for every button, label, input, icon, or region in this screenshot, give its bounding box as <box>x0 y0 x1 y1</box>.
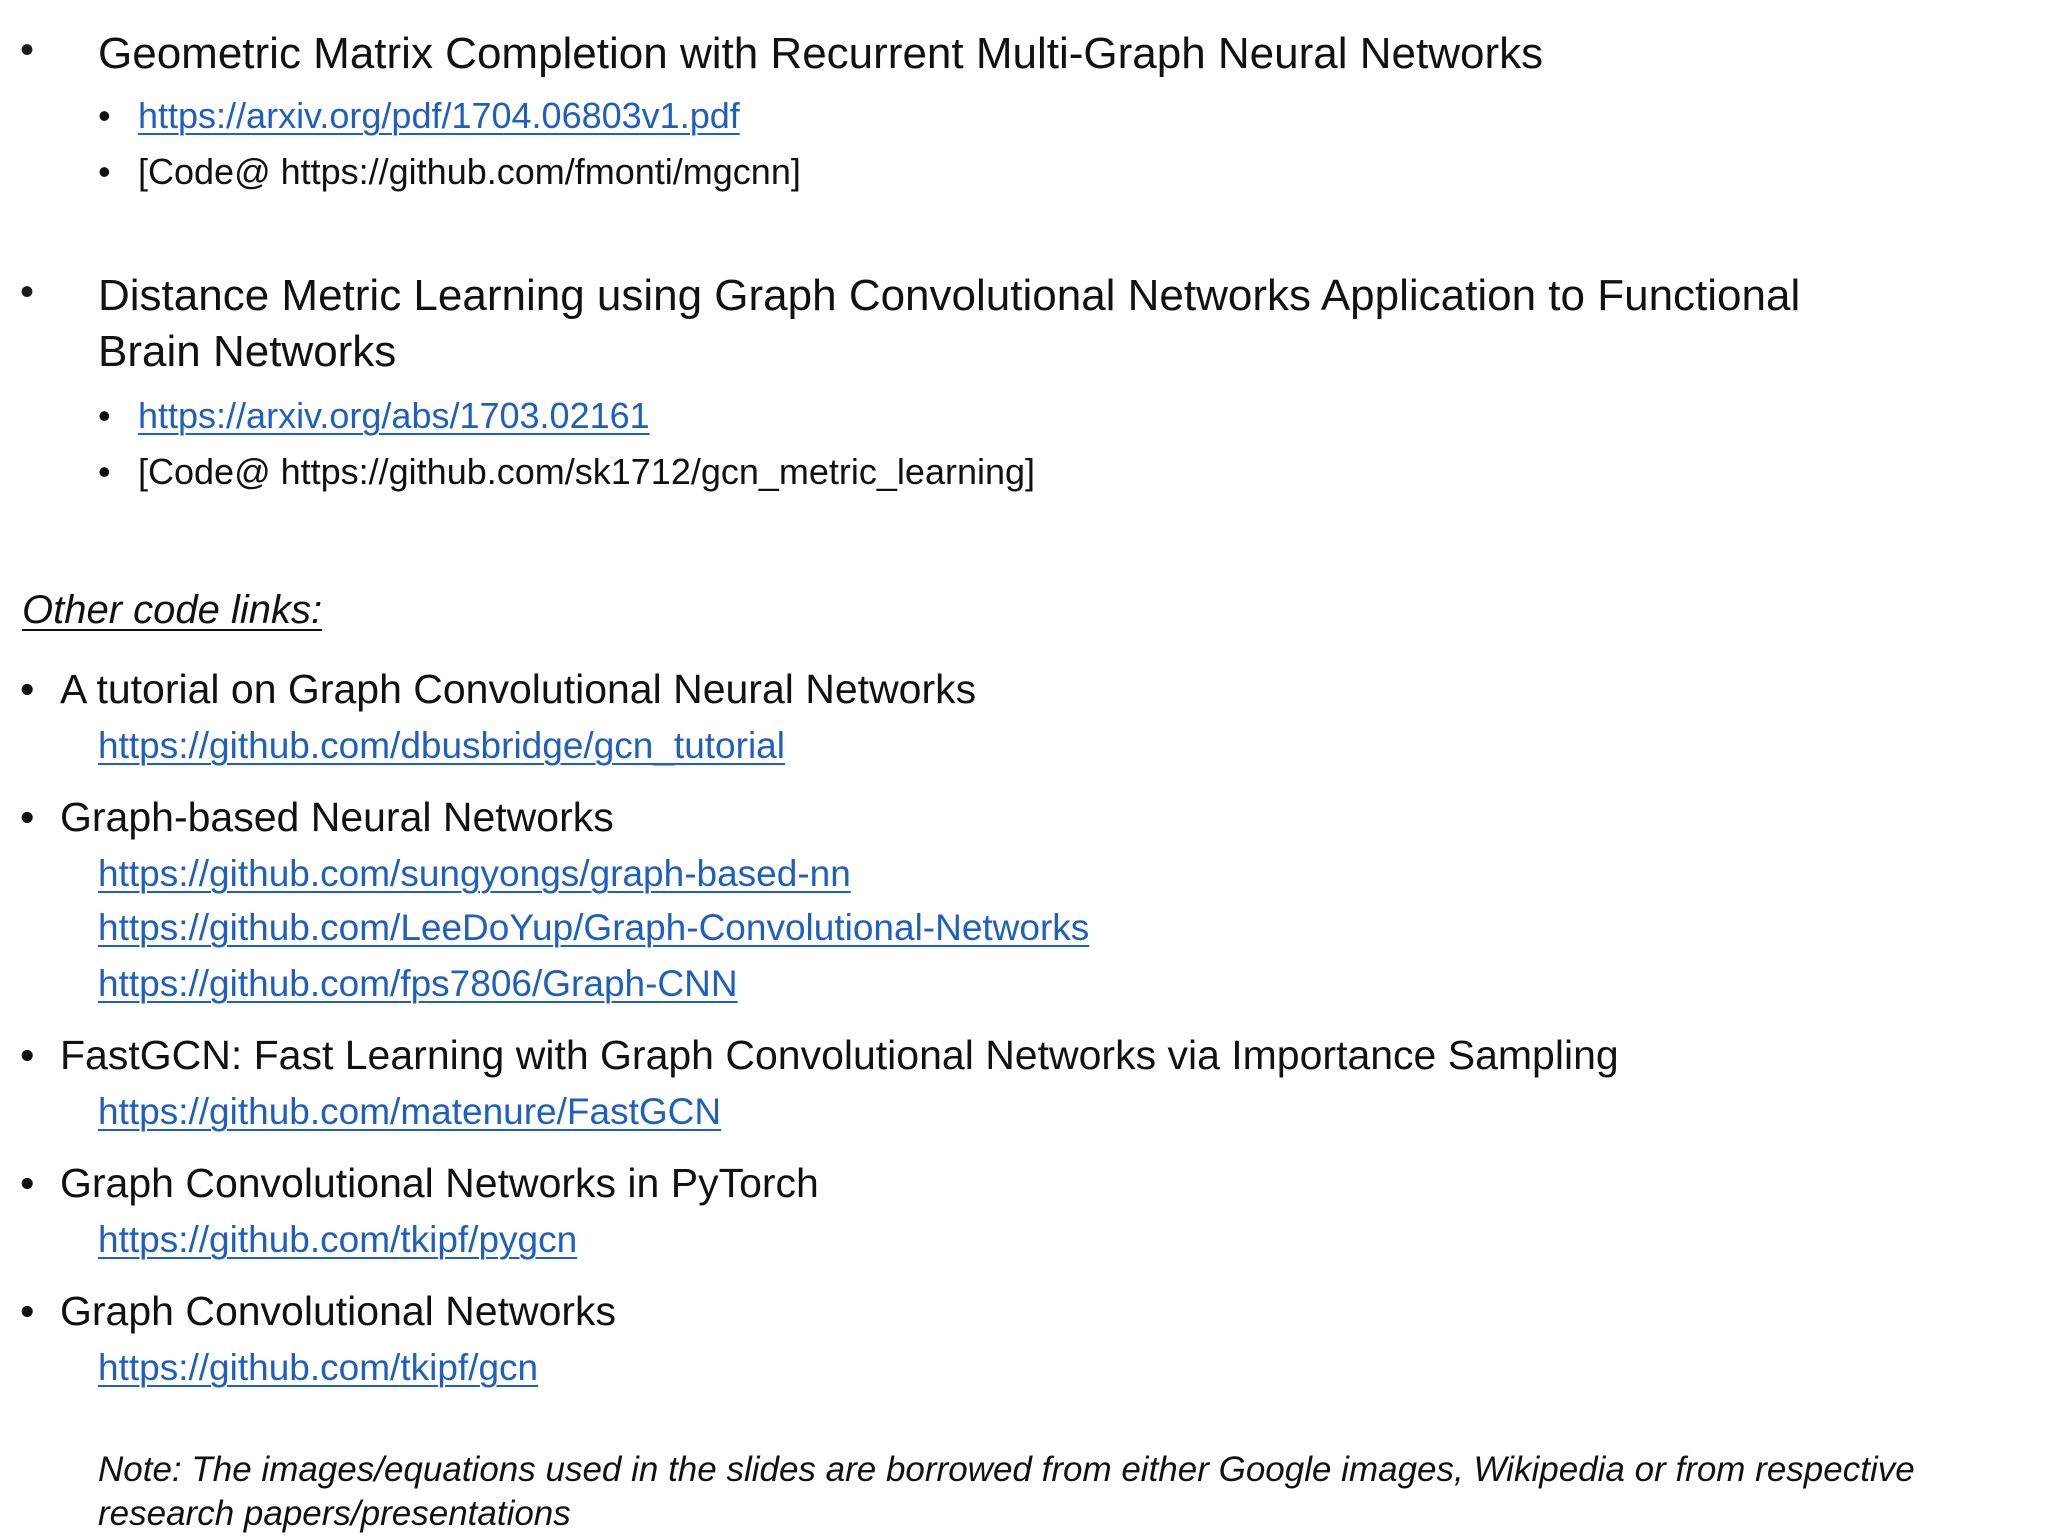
other-item-link[interactable]: https://github.com/matenure/FastGCN <box>98 1091 722 1132</box>
other-code-links-heading: Other code links: <box>22 588 323 632</box>
bullet-dot: • <box>98 395 111 436</box>
bullet-dot: • <box>20 28 35 72</box>
footnote: Note: The images/equations used in the slides are borrowed from either Google images, Wikipedia or from respective research papers/presentations <box>98 1450 1915 1533</box>
bullet-dot: • <box>20 270 35 314</box>
bullet-dot: • <box>98 95 111 136</box>
bullet-dot: • <box>20 794 35 840</box>
paper-2-code: [Code@ https://github.com/sk1712/gcn_metric_learning] <box>138 451 1036 492</box>
other-item-title: FastGCN: Fast Learning with Graph Convolutional Networks via Importance Sampling <box>60 1032 1619 1078</box>
paper-2-link[interactable]: https://arxiv.org/abs/1703.02161 <box>138 395 650 436</box>
paper-2-title-line-1: Distance Metric Learning using Graph Convolutional Networks Application to Functional <box>98 271 1801 320</box>
bullet-dot: • <box>20 1160 35 1206</box>
other-item-title: A tutorial on Graph Convolutional Neural Networks <box>60 666 977 712</box>
bullet-dot: • <box>20 1288 35 1334</box>
other-item-link[interactable]: https://github.com/fps7806/Graph-CNN <box>98 963 738 1004</box>
bullet-dot: • <box>98 451 111 492</box>
paper-2-title-line-2: Brain Networks <box>98 327 397 376</box>
bullet-dot: • <box>20 1032 35 1078</box>
other-item-link[interactable]: https://github.com/sungyongs/graph-based-nn <box>98 853 851 894</box>
paper-1-title: Geometric Matrix Completion with Recurrent Multi-Graph Neural Networks <box>98 29 1544 78</box>
other-item-title: Graph-based Neural Networks <box>60 794 614 840</box>
other-item-link[interactable]: https://github.com/LeeDoYup/Graph-Convolutional-Networks <box>98 907 1090 948</box>
other-item-link[interactable]: https://github.com/dbusbridge/gcn_tutorial <box>98 725 785 766</box>
bullet-dot: • <box>98 151 111 192</box>
other-item-link[interactable]: https://github.com/tkipf/pygcn <box>98 1219 578 1260</box>
other-item-title: Graph Convolutional Networks in PyTorch <box>60 1160 819 1206</box>
paper-1-link[interactable]: https://arxiv.org/pdf/1704.06803v1.pdf <box>138 95 740 136</box>
other-item-title: Graph Convolutional Networks <box>60 1288 617 1334</box>
bullet-dot: • <box>20 666 35 712</box>
paper-1-code: [Code@ https://github.com/fmonti/mgcnn] <box>138 151 801 192</box>
other-item-link[interactable]: https://github.com/tkipf/gcn <box>98 1347 539 1388</box>
